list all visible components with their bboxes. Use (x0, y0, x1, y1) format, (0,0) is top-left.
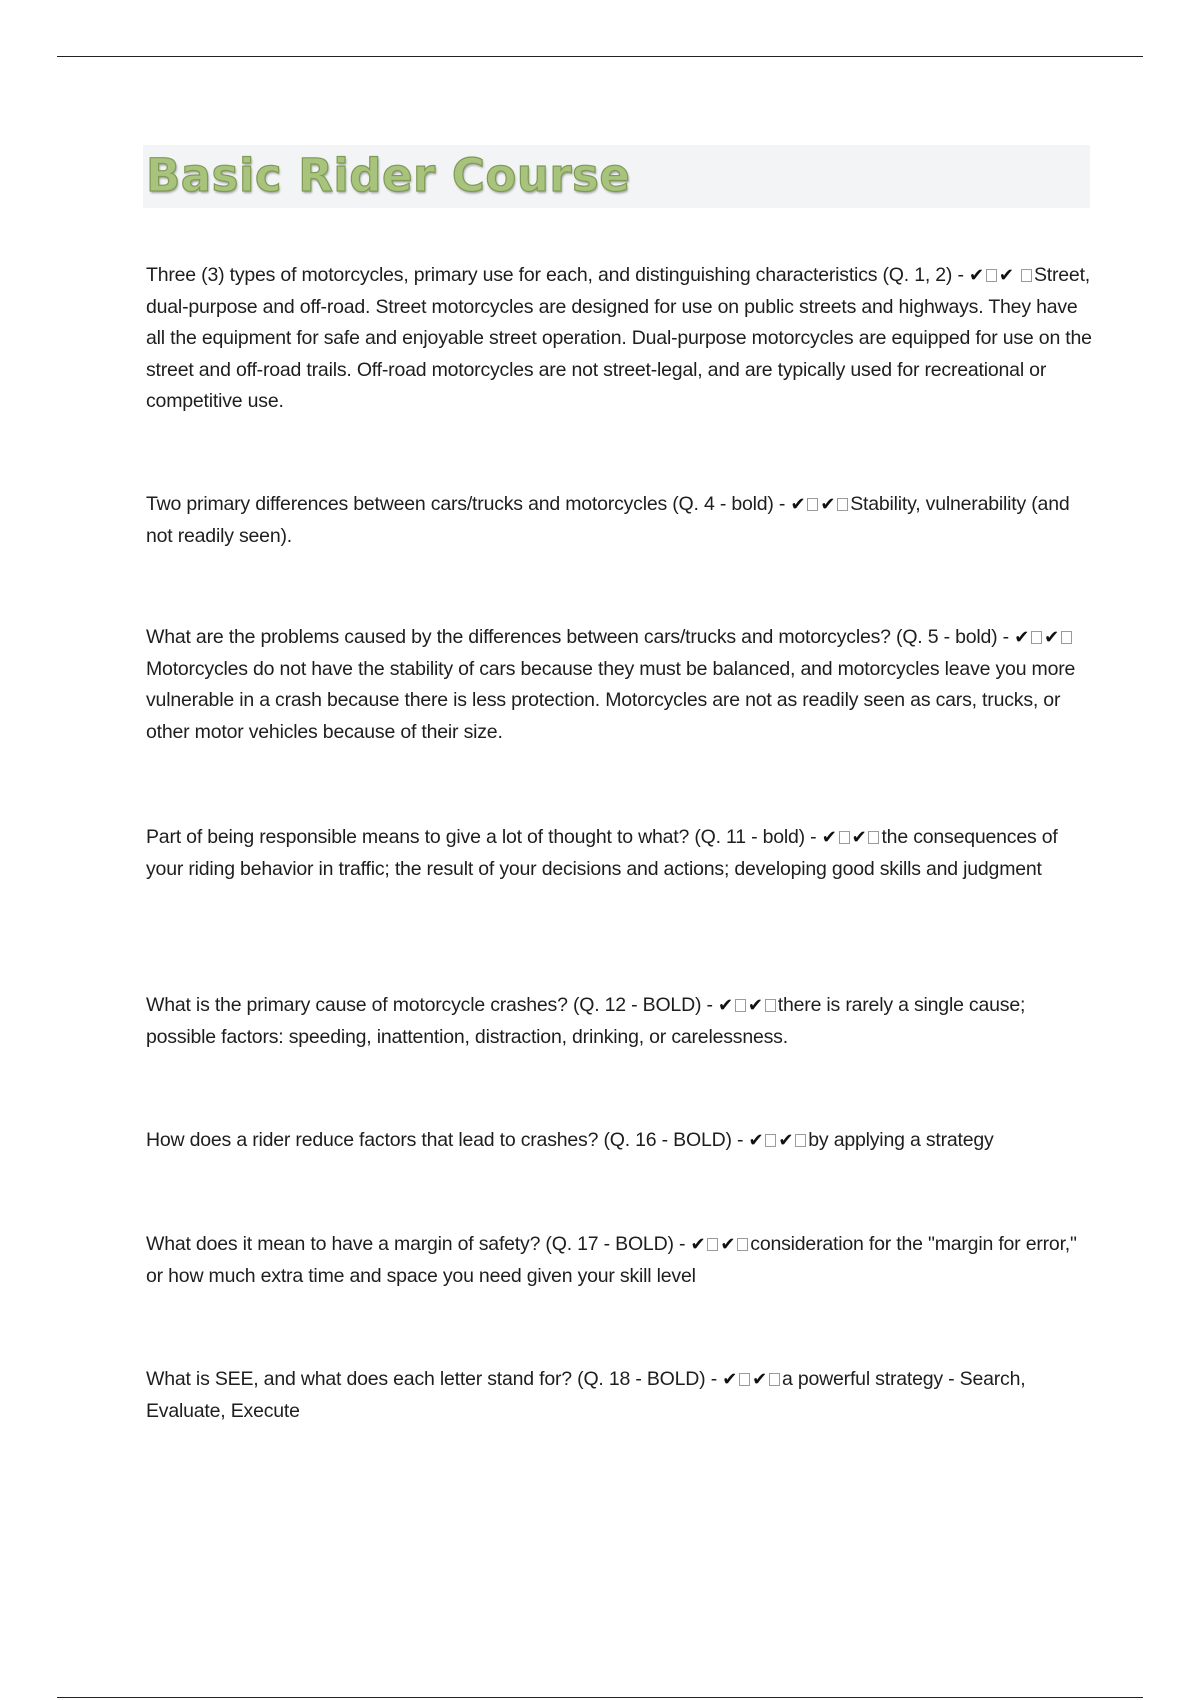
glyph-box-icon (1021, 269, 1032, 282)
qa-item-1 (146, 260, 1096, 418)
glyph-box-icon (868, 831, 879, 844)
check-icon: ✔ (748, 1130, 764, 1151)
answer-text: Street, dual-purpose and off-road. Street motorcycles are designed for use on public streets and highways. They have all the equipment for safe and enjoyable street operation. Dual-purpose motorcycles are equipped for use on the street and off-road trails. Off-road motorcycles are not street-legal, and are typically used for recreational or competitive use. (146, 264, 1092, 412)
glyph-box-icon (739, 1373, 750, 1386)
glyph-box-icon (707, 1238, 718, 1251)
question-text: What is SEE, and what does each letter stand for? (Q. 18 - BOLD) - (146, 1368, 717, 1390)
qa-item-4 (146, 822, 1096, 885)
answer-text: there is rarely a single cause; possible factors: speeding, inattention, distraction, drinking, or carelessness. (146, 994, 1026, 1048)
check-icon: ✔ (790, 494, 806, 515)
glyph-box-icon (795, 1134, 806, 1147)
glyph-box-icon (737, 1238, 748, 1251)
glyph-box-icon (837, 498, 848, 511)
check-icon: ✔ (968, 265, 984, 286)
check-icon: ✔ (1014, 627, 1030, 648)
check-icon: ✔ (851, 827, 867, 848)
glyph-box-icon (839, 831, 850, 844)
check-icon: ✔ (998, 265, 1014, 286)
answer-text: by applying a strategy (808, 1129, 994, 1151)
page-title: Basic Rider Course (146, 149, 631, 202)
check-icon: ✔ (778, 1130, 794, 1151)
glyph-box-icon (765, 1134, 776, 1147)
glyph-box-icon (1031, 631, 1042, 644)
check-icon: ✔ (820, 494, 836, 515)
header-rule (57, 56, 1143, 57)
check-icon: ✔ (752, 1369, 767, 1390)
answer-text: consideration for the "margin for error," or how much extra time and space you need given your skill level (146, 1233, 1077, 1287)
question-text: What does it mean to have a margin of safety? (Q. 17 - BOLD) - (146, 1233, 686, 1255)
answer-text: the consequences of your riding behavior in traffic; the result of your decisions and actions; developing good skills and judgment (146, 826, 1058, 880)
check-icon: ✔ (717, 995, 733, 1016)
qa-item-5 (146, 990, 1096, 1053)
question-text: Three (3) types of motorcycles, primary use for each, and distinguishing characteristics (Q. 1, 2) - (146, 264, 964, 286)
footer-rule (57, 1697, 1143, 1698)
qa-item-7 (146, 1229, 1096, 1292)
glyph-box-icon (765, 999, 776, 1012)
question-text: Part of being responsible means to give a lot of thought to what? (Q. 11 - bold) - (146, 826, 817, 848)
glyph-box-icon (986, 269, 997, 282)
check-icon: ✔ (821, 827, 837, 848)
glyph-box-icon (807, 498, 818, 511)
glyph-box-icon (1061, 631, 1072, 644)
qa-item-3 (146, 622, 1096, 748)
title-band (143, 145, 1090, 208)
answer-text: Motorcycles do not have the stability of cars because they must be balanced, and motorcycles leave you more vulnerable in a crash because there is less protection. Motorcycles are not as readily seen as cars, trucks, or other motor vehicles because of their size. (146, 657, 1076, 743)
qa-item-2 (146, 489, 1096, 552)
glyph-box-icon (769, 1373, 780, 1386)
check-icon: ✔ (1044, 627, 1059, 648)
qa-item-6 (146, 1125, 1096, 1157)
check-icon: ✔ (722, 1369, 738, 1390)
check-icon: ✔ (747, 995, 763, 1016)
qa-item-8 (146, 1364, 1096, 1427)
question-text: How does a rider reduce factors that lead to crashes? (Q. 16 - BOLD) - (146, 1129, 744, 1151)
check-icon: ✔ (720, 1234, 736, 1255)
question-text: What is the primary cause of motorcycle crashes? (Q. 12 - BOLD) - (146, 994, 713, 1016)
answer-text: Stability, vulnerability (and not readily seen). (146, 493, 1070, 547)
check-icon: ✔ (690, 1234, 706, 1255)
answer-text: a powerful strategy - Search, Evaluate, Execute (146, 1368, 1026, 1422)
glyph-box-icon (735, 999, 746, 1012)
question-text: What are the problems caused by the differences between cars/trucks and motorcycles? (Q. 5 - bold) - (146, 626, 1009, 648)
question-text: Two primary differences between cars/trucks and motorcycles (Q. 4 - bold) - (146, 493, 786, 515)
